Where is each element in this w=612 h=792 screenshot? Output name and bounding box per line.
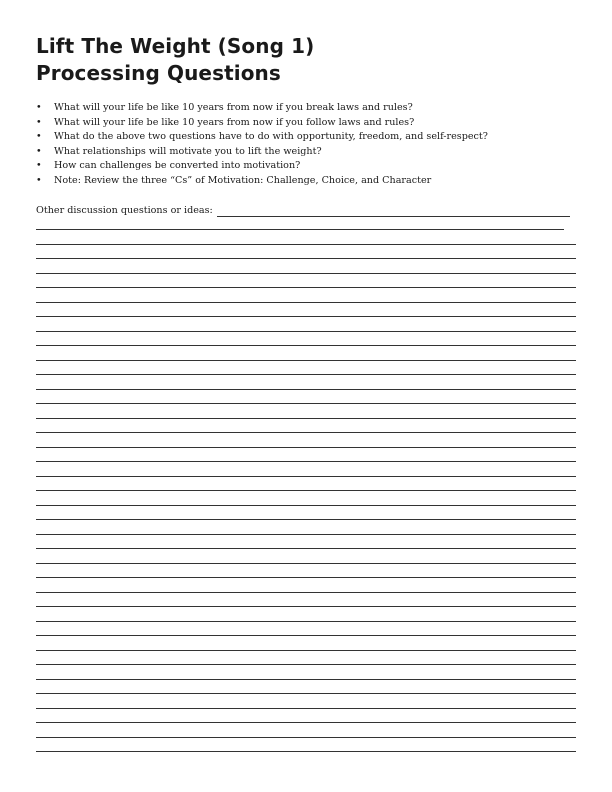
writing-line[interactable] xyxy=(36,563,576,564)
question-text: What relationships will motivate you to lift the weight? xyxy=(54,145,322,157)
question-item xyxy=(36,174,488,189)
writing-line[interactable] xyxy=(36,679,576,680)
writing-line[interactable] xyxy=(36,389,576,390)
writing-line[interactable] xyxy=(36,490,576,491)
writing-line[interactable] xyxy=(36,505,576,506)
writing-line[interactable] xyxy=(36,592,576,593)
writing-line[interactable] xyxy=(36,534,576,535)
writing-line[interactable] xyxy=(36,287,576,288)
question-text: What will your life be like 10 years from now if you follow laws and rules? xyxy=(54,116,415,128)
writing-line[interactable] xyxy=(36,476,576,477)
writing-line[interactable] xyxy=(36,447,576,448)
writing-line[interactable] xyxy=(36,374,576,375)
other-ideas-label: Other discussion questions or ideas: xyxy=(36,205,213,216)
writing-line[interactable] xyxy=(36,345,576,346)
writing-line[interactable] xyxy=(36,432,576,433)
writing-line[interactable] xyxy=(36,621,576,622)
writing-line[interactable] xyxy=(36,708,576,709)
title-line-1: Lift The Weight (Song 1) xyxy=(36,34,315,58)
writing-line[interactable] xyxy=(36,664,576,665)
writing-line[interactable] xyxy=(36,360,576,361)
bullet-icon: • xyxy=(36,116,42,128)
writing-line[interactable] xyxy=(36,722,576,723)
writing-line[interactable] xyxy=(36,606,576,607)
question-item xyxy=(36,145,488,160)
writing-line[interactable] xyxy=(36,418,576,419)
question-text: What will your life be like 10 years from now if you break laws and rules? xyxy=(54,102,413,113)
bullet-icon: • xyxy=(36,160,42,172)
writing-line[interactable] xyxy=(36,577,576,578)
writing-line[interactable] xyxy=(36,650,576,651)
question-list xyxy=(36,101,488,189)
writing-line[interactable] xyxy=(36,693,576,694)
writing-line[interactable] xyxy=(36,548,576,549)
title-line-2: Processing Questions xyxy=(36,61,281,85)
writing-line[interactable] xyxy=(36,737,576,738)
writing-line[interactable] xyxy=(36,273,576,274)
question-text: Note: Review the three “Cs” of Motivation: Challenge, Choice, and Character xyxy=(54,174,432,186)
bullet-icon: • xyxy=(36,145,42,157)
writing-line[interactable] xyxy=(36,403,576,404)
other-ideas-underline[interactable] xyxy=(217,206,570,217)
writing-line[interactable] xyxy=(36,519,576,520)
writing-line[interactable] xyxy=(36,244,576,245)
writing-line[interactable] xyxy=(36,258,576,259)
writing-line[interactable] xyxy=(36,331,576,332)
other-ideas-field[interactable] xyxy=(36,204,570,217)
question-text: How can challenges be converted into motivation? xyxy=(54,160,301,172)
question-item xyxy=(36,116,488,131)
question-item xyxy=(36,159,488,174)
bullet-icon: • xyxy=(36,174,42,186)
writing-line[interactable] xyxy=(36,229,564,230)
question-item xyxy=(36,130,488,145)
question-text: What do the above two questions have to do with opportunity, freedom, and self-respect? xyxy=(54,131,488,143)
writing-line[interactable] xyxy=(36,635,576,636)
page-title xyxy=(36,33,314,87)
writing-line[interactable] xyxy=(36,302,576,303)
question-item xyxy=(36,101,488,116)
bullet-icon: • xyxy=(36,102,42,113)
writing-line[interactable] xyxy=(36,316,576,317)
writing-line[interactable] xyxy=(36,751,576,752)
bullet-icon: • xyxy=(36,131,42,143)
writing-line[interactable] xyxy=(36,461,576,462)
